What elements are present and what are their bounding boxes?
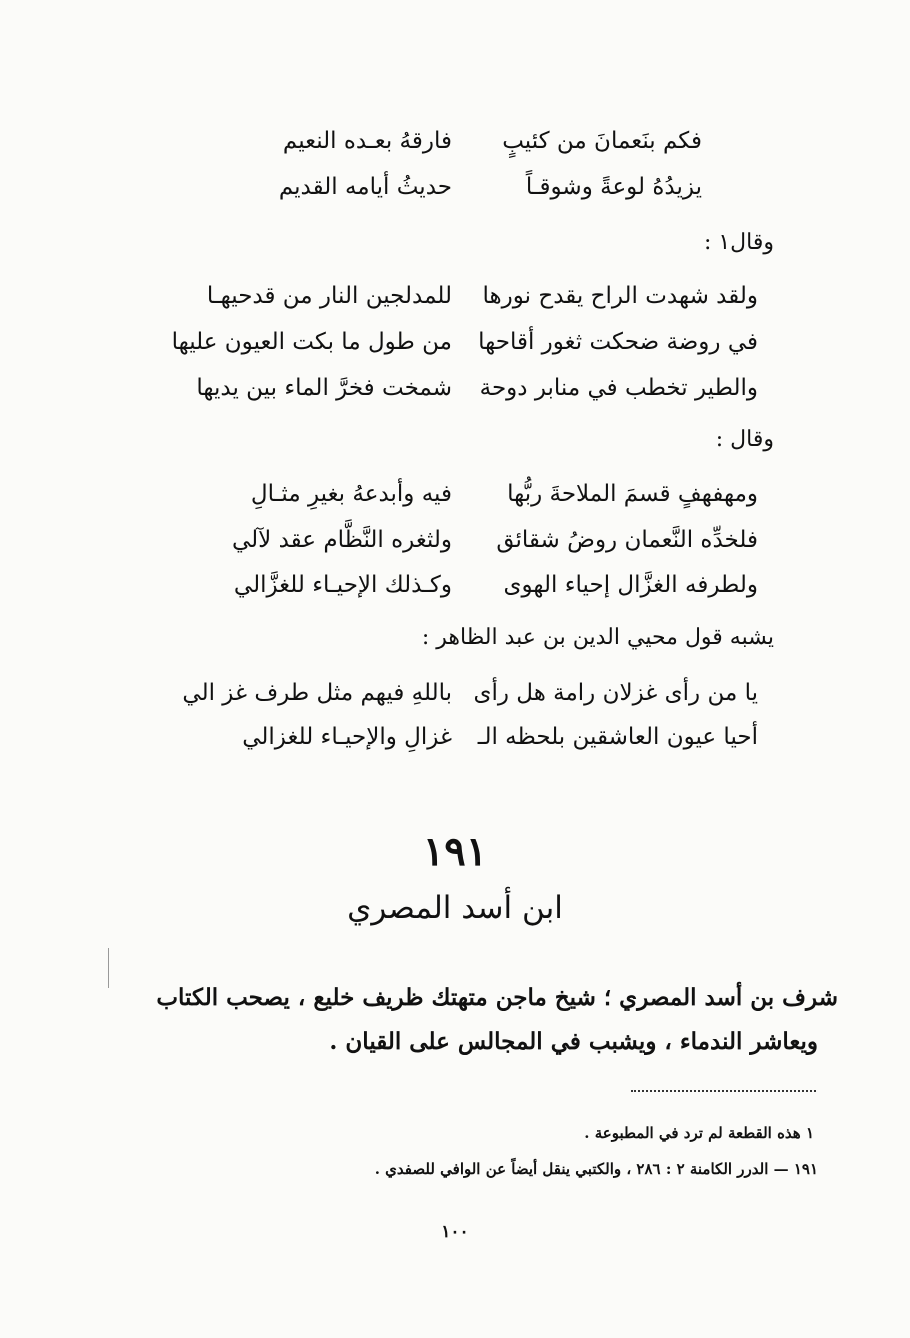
verse-2-second: غزالِ والإحيـاء للغزالي [242,724,452,750]
verse-2-first: أحيا عيون العاشقين بلحظه الـ [477,724,758,750]
verse-2-first: فلخدِّه النَّعمان روضُ شقائق [496,527,758,553]
page-number: ١٠٠ [441,1222,469,1242]
verse-2-second: ولثغره النَّظَّام عقد لآلي [231,527,452,553]
verse-2-second: من طول ما بكت العيون عليها [171,329,452,355]
verse-1-first: ولقد شهدت الراح يقدح نورها [482,283,758,309]
poem-intro: يشبه قول محيي الدين بن عبد الظاهر : [421,625,774,650]
entry-text-line-1: شرف بن أسد المصري ؛ شيخ ماجن متهتك ظريف خليع ، يصحب الكتاب [156,984,838,1011]
verse-1-second: باللهِ فيهم مثل طرف غز الي [182,680,452,706]
verse-2-first: يزيدُهُ لوعةً وشوقـاً [525,174,702,200]
entry-text-line-2: ويعاشر الندماء ، ويشبب في المجالس على القيان . [329,1028,818,1055]
verse-1-first: ومهفهفٍ قسمَ الملاحةَ ربُّها [507,481,758,507]
footnote-1: ١ هذه القطعة لم ترد في المطبوعة . [584,1124,814,1142]
footnote-2: ١٩١ — الدرر الكامنة ٢ : ٢٨٦ ، والكتبي ينقل أيضاً عن الوافي للصفدي . [374,1160,818,1178]
verse-1-second: للمدلجين النار من قدحيهـا [206,283,452,309]
verse-1-second: فارقهُ بعـده النعيم [282,128,452,154]
verse-1-second: فيه وأبدعهُ بغيرِ مثـالِ [250,481,452,507]
verse-3-first: والطير تخطب في منابر دوحة [479,375,758,401]
entry-number: ١٩١ [422,828,488,875]
verse-1-first: فكم بنَعمانَ من كئيبٍ [502,128,702,154]
poem-intro: وقال١ : [703,230,774,255]
verse-3-second: شمخت فخرَّ الماء بين يديها [196,375,452,401]
margin-mark [108,948,109,988]
entry-title: ابن أسد المصري [347,890,563,926]
verse-3-second: وكـذلك الإحيـاء للغزَّالي [233,572,452,598]
verse-1-first: يا من رأى غزلان رامة هل رأى [473,680,758,706]
footnote-separator [631,1090,816,1092]
verse-3-first: ولطرفه الغزَّال إحياء الهوى [503,572,758,598]
verse-2-second: حديثُ أيامه القديم [278,174,452,200]
poem-intro: وقال : [715,427,774,452]
verse-2-first: في روضة ضحكت ثغور أقاحها [478,329,758,355]
